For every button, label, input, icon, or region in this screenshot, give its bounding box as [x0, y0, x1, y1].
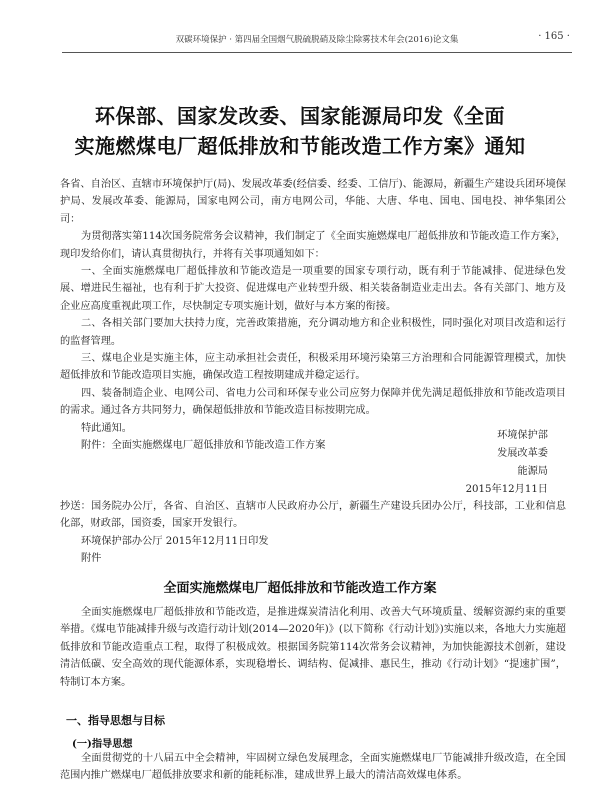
cc-line: 抄送：国务院办公厅，各省、自治区、直辖市人民政府办公厅，新疆生产建设兵团办公厅，科技部，工业和信息化部，财政部，国资委，国家开发银行。 — [60, 501, 566, 530]
notice-title-line2: 实施燃煤电厂超低排放和节能改造工作方案》通知 — [74, 134, 526, 158]
subsection-body-1 — [60, 750, 566, 785]
item-two-paragraph: 二、各相关部门要加大扶持力度，完善政策措施，充分调动地方和企业积极性，同时强化对项目改造和运行的监督管理。 — [60, 318, 566, 347]
plan-title: 全面实施燃煤电厂超低排放和节能改造工作方案 — [163, 581, 437, 596]
signature-block — [466, 427, 548, 499]
notice-title-line1: 环保部、国家发改委、国家能源局印发《全面 — [95, 104, 505, 128]
section-heading-1: 一、指导思想与目标 — [66, 714, 165, 727]
attachment-line: 附件：全面实施燃煤电厂超低排放和节能改造工作方案 — [81, 440, 326, 452]
item-four-paragraph: 四、装备制造企业、电网公司、省电力公司和环保专业公司应努力保障并优先满足超低排放和节能改造项目的需求。通过各方共同努力，确保超低排放和节能改造目标按期完成。 — [60, 387, 566, 417]
addressee-paragraph: 各省、自治区、直辖市环境保护厅(局)、发展改革委(经信委、经委、工信厅)、能源局，新疆生产建设兵团环境保护局、发展改革委、能源局，国家电网公司，南方电网公司，华能、大唐、华电、国电、国电投、神华集团公司： — [60, 179, 566, 225]
header-rule — [62, 52, 572, 53]
running-header: 双碳环境保护 · 第四届全国烟气脱硫脱硝及除尘除雾技术年会(2016)论文集 — [175, 35, 459, 45]
guiding-ideology-paragraph: 全面贯彻党的十八届五中全会精神，牢固树立绿色发展理念，全面实施燃煤电厂节能减排升级改造，在全国范围内推广燃煤电厂超低排放要求和新的能耗标准，建成世界上最大的清洁高效煤电体系。 — [60, 753, 566, 782]
page-number: · 165 · — [538, 31, 570, 42]
signatory-mep: 环境保护部 — [497, 430, 548, 441]
closing-paragraph: 特此通知。 — [81, 422, 132, 434]
intro-paragraph: 为贯彻落实第114次国务院常务会议精神，我们制定了《全面实施燃煤电厂超低排放和节能改造工作方案》，现印发给你们，请认真贯彻执行，并将有关事项通知如下： — [60, 231, 566, 260]
item-three-paragraph: 三、煤电企业是实施主体，应主动承担社会责任，积极采用环境污染第三方治理和合同能源管理模式，加快超低排放和节能改造项目实施，确保改造工程按期建成并稳定运行。 — [60, 353, 566, 382]
issued-line: 环境保护部办公厅 2015年12月11日印发 — [81, 535, 269, 547]
appendix-label: 附件 — [81, 553, 102, 565]
notice-body — [60, 176, 566, 455]
plan-intro-paragraph: 全面实施燃煤电厂超低排放和节能改造，是推进煤炭清洁化利用、改善大气环境质量、缓解资源约束的重要举措。《煤电节能减排升级与改造行动计划(2014—2020年)》(以下简称《行动计划》)实施以来，各地大力实施超低排放和节能改造重点工程，取得了积极成效。根据国务院第114次常务会议精神，为加快能源技术创新，建设清洁低碳、安全高效的现代能源体系，实现稳增长、调结构、促减排、惠民生，推动《行动计划》“提速扩围”，特制订本方案。 — [60, 607, 566, 688]
signatory-nea: 能源局 — [517, 466, 548, 477]
plan-intro — [60, 604, 566, 691]
subsection-heading-1: (一)指导思想 — [72, 738, 133, 750]
signatory-ndrc: 发展改革委 — [497, 448, 548, 459]
signature-date: 2015年12月11日 — [465, 484, 548, 495]
item-one-paragraph: 一、全面实施燃煤电厂超低排放和节能改造是一项重要的国家专项行动，既有利于节能减排、促进绿色发展、增进民生福祉，也有利于扩大投资、促进煤电产业转型升级、相关装备制造业走出去。各有关部门、地方及企业应高度重视此项工作，尽快制定专项实施计划，做好与本方案的衔接。 — [60, 266, 566, 312]
cc-block — [60, 498, 566, 568]
